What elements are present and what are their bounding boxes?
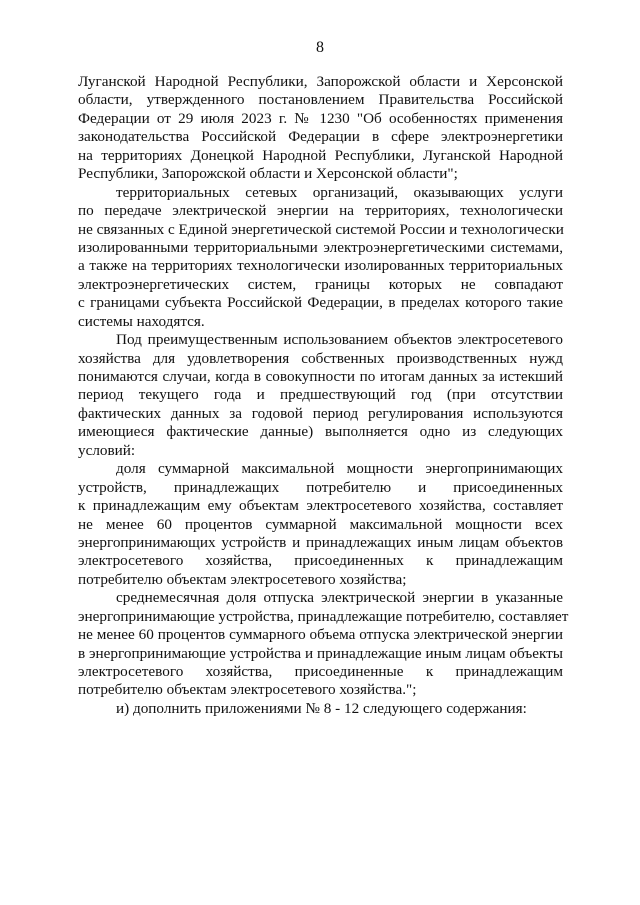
text-line: системы находятся.	[78, 312, 205, 330]
text-line: электросетевого хозяйства, присоединенные к принадлежащим	[78, 663, 563, 680]
text-line: устройств, принадлежащих потребителю и присоединенных	[78, 478, 563, 496]
text-line: доля суммарной максимальной мощности энергопринимающих	[116, 460, 563, 478]
text-line: области, утвержденного постановлением Правительства Российской	[78, 91, 563, 109]
paragraph	[78, 184, 563, 332]
text-line: с границами субъекта Российской Федерации, в пределах которого такие	[78, 294, 563, 312]
text-line: и) дополнить приложениями № 8 - 12 следующего содержания:	[116, 699, 527, 717]
text-line: потребителю объектам электросетевого хозяйства.";	[78, 681, 417, 699]
text-line: энергопринимающих устройств и принадлежащих иным лицам объектов	[78, 533, 563, 551]
text-line: территориальных сетевых организаций, оказывающих услуги	[116, 183, 563, 201]
text-line: условий:	[78, 441, 136, 459]
text-line: а также на территориях технологически изолированных территориальных	[78, 257, 563, 275]
text-line: не менее 60 процентов суммарного объема отпуска электрической энергии	[78, 626, 563, 644]
text-line: в энергопринимающие устройства и принадлежащие иным лицам объекты	[78, 644, 563, 662]
text-line: не менее 60 процентов суммарной максимальной мощности всех	[78, 515, 563, 533]
text-line: потребителю объектам электросетевого хозяйства;	[78, 570, 407, 588]
paragraph	[78, 331, 563, 460]
text-line: понимаются случаи, когда в совокупности по итогам данных за истекший	[78, 368, 563, 385]
text-line: Луганской Народной Республики, Запорожской области и Херсонской	[78, 73, 563, 90]
paragraph	[78, 460, 563, 589]
text-line: Под преимущественным использованием объектов электросетевого	[116, 331, 563, 349]
text-line: фактических данных за годовой период регулирования используются	[78, 404, 563, 422]
paragraph	[78, 73, 563, 184]
text-line: хозяйства для удовлетворения собственных производственных нужд	[78, 349, 563, 367]
paragraph	[78, 589, 569, 700]
text-line: изолированными территориальными электроэнергетическими системами,	[78, 238, 563, 256]
text-line: на территориях Донецкой Народной Республики, Луганской Народной	[78, 146, 563, 164]
document-body	[78, 73, 569, 718]
text-line: Республики, Запорожской области и Херсонской области";	[78, 165, 458, 183]
text-line: Федерации от 29 июля 2023 г. № 1230 "Об особенностях применения	[78, 109, 563, 127]
text-line: энергопринимающие устройства, принадлежащие потребителю, составляет	[78, 607, 569, 625]
text-line: имеющиеся фактические данные) выполняется одно из следующих	[78, 423, 563, 441]
text-line: по передаче электрической энергии на территориях, технологически	[78, 202, 563, 220]
text-line: электроэнергетических систем, границы которых не совпадают	[78, 275, 563, 293]
text-line: законодательства Российской Федерации в сфере электроэнергетики	[78, 128, 563, 146]
text-line: среднемесячная доля отпуска электрической энергии в указанные	[116, 589, 563, 607]
text-line: электросетевого хозяйства, присоединенных к принадлежащим	[78, 552, 563, 570]
text-line: к принадлежащим ему объектам электросетевого хозяйства, составляет	[78, 497, 563, 515]
text-line: период текущего года и предшествующий год (при отсутствии	[78, 386, 563, 404]
text-line: не связанных с Единой энергетической системой России и технологически	[78, 220, 564, 238]
page-number: 8	[316, 39, 324, 56]
paragraph	[78, 700, 563, 718]
